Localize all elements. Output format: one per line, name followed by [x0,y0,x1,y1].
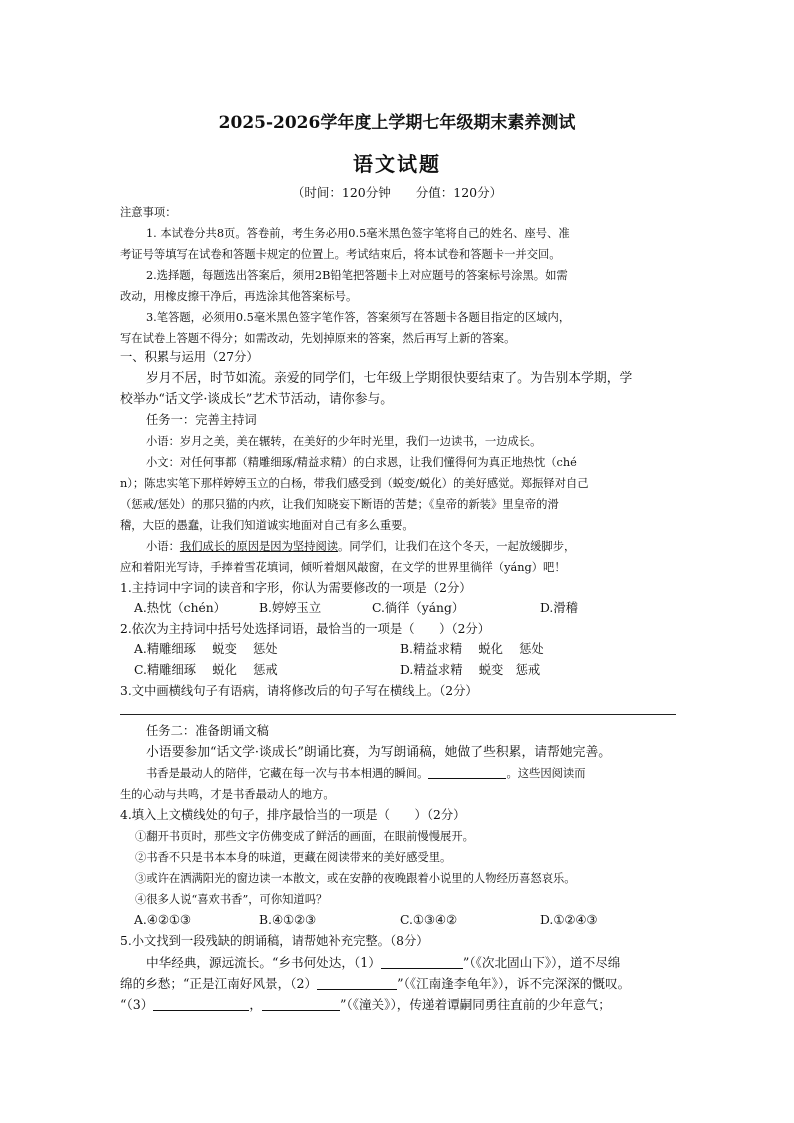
question-2: 2.依次为主持词中括号处选择词语，最恰当的一项是（ ）（2分） [120,622,491,636]
q4-sentence-3: ③或许在洒满阳光的窗边读一本散文，或在安静的夜晚跟着小说里的人物经历喜怒哀乐。 [135,872,576,885]
note-line-1: 1. 本试卷分共8页。答卷前，考生务必用0.5毫米黑色签字笔将自己的姓名、座号、准 [146,227,570,240]
q4-sentence-4: ④很多人说“喜欢书香”，可你知道吗？ [135,893,328,906]
xiaoyu2-prefix: 小语： [146,540,180,553]
q4-sentence-1: ①翻开书页时，那些文字仿佛变成了鲜活的画面，在眼前慢慢展开。 [135,830,474,843]
xiaowen-line-2: n）；陈忠实笔下那样婷婷玉立的白杨，带我们感受到（蜕变/蜕化）的美好感觉。郑振铎对自己 [120,477,589,490]
q5-line-3 [120,994,676,1015]
note-line-4: 改动，用橡皮擦干净后，再选涂其他答案标号。 [120,290,358,303]
xiaowen-line-1: 小文：对任何事都（精雕细琢/精益求精）的白求恩，让我们懂得何为真正地热忱（ché [146,456,577,469]
subject-title: 语文试题 [353,152,441,176]
q5-blank-1[interactable] [381,954,463,969]
task2-heading: 任务二：准备朗诵文稿 [146,724,269,738]
passage-part-a: 书香是最动人的陪伴，它藏在每一次与书本相遇的瞬间。 [146,767,429,780]
q4-option-c: C.①③④② [400,913,457,927]
q5-blank-3b[interactable] [262,996,340,1011]
q5-text-1b: ”（《次北固山下》），道不尽绵 [462,955,621,970]
q5-text-2b: ”（《江南逢李龟年》），诉不完深深的慨叹。 [397,976,631,991]
question-1: 1.主持词中字词的读音和字形，你认为需要修改的一项是（2分） [120,581,472,595]
q4-option-b: B.④①②③ [259,913,317,927]
q5-line-1 [146,952,676,973]
passage-line-1 [146,763,676,784]
xiaoyu-line-3: 应和着阳光写诗，手捧着雪花填词，倾听着烟风敲窗，在文学的世界里徜徉（yáng）吧！ [120,561,566,574]
notes-heading: 注意事项： [120,206,177,219]
q1-option-a: A.热忱（chén） [134,601,226,615]
note-line-2: 考证号等填写在试卷和答题卡规定的位置上。考试结束后，将本试卷和答题卡一并交回。 [120,248,561,261]
q5-text-3b: ， [249,997,262,1012]
xiaowen-line-4: 稽，大臣的愚蠢，让我们知道诚实地面对自己有多么重要。 [120,519,414,532]
q3-answer-line[interactable] [120,714,676,715]
q1-option-b: B.婷婷玉立 [259,601,322,615]
q5-text-1a: 中华经典，源远流长。“乡书何处达，（1） [146,955,381,970]
intro-line-1: 岁月不居，时节如流。亲爱的同学们，七年级上学期很快要结束了。为告别本学期，学 [146,371,633,386]
q5-text-3a: “（3） [120,997,154,1012]
xiaoyu-line-2 [146,536,676,557]
q5-line-2 [120,973,676,994]
q2-option-c: C.精雕细琢 蜕化 惩戒 [134,663,278,677]
q5-blank-2[interactable] [317,975,397,990]
q2-option-b: B.精益求精 蜕化 惩处 [400,642,544,656]
q4-sentence-2: ②书香不只是书本本身的味道，更藏在阅读带来的美好感受里。 [135,851,452,864]
passage-part-b: 。这些因阅读而 [506,767,586,780]
passage-blank[interactable] [428,764,506,779]
q4-option-d: D.①②④③ [540,913,598,927]
q5-text-3c: ”（《潼关》），传递着谭嗣同勇往直前的少年意气； [339,997,611,1012]
q2-option-d: D.精益求精 蜕变 惩戒 [400,663,541,677]
question-3: 3.文中画横线句子有语病，请将修改后的句子写在横线上。（2分） [120,684,478,698]
q1-option-d: D.滑稽 [540,601,578,615]
exam-title: 2025-2026学年度上学期七年级期末素养测试 [218,113,576,133]
note-line-5: 3.笔答题，必须用0.5毫米黑色签字笔作答，答案须写在答题卡各题目指定的区域内， [146,311,571,324]
faulty-sentence: 我们成长的原因是因为坚持阅读 [179,540,339,553]
q1-option-c: C.徜徉（yáng） [372,601,465,615]
intro-line-2: 校举办“话文学·谈成长”艺术节活动，请你参与。 [120,392,394,407]
task2-intro: 小语要参加“话文学·谈成长”朗诵比赛，为写朗诵稿，她做了些积累，请帮她完善。 [146,745,612,760]
q5-blank-3a[interactable] [153,996,249,1011]
xiaoyu-line-1: 小语：岁月之美，美在辗转，在美好的少年时光里，我们一边读书，一边成长。 [146,435,542,448]
q2-option-a: A.精雕细琢 蜕变 惩处 [134,642,278,656]
passage-line-2: 生的心动与共鸣，才是书香最动人的地方。 [120,788,335,801]
xiaoyu2-rest: 。同学们，让我们在这个冬天，一起放缓脚步， [338,540,576,553]
q4-option-a: A.④②①③ [134,913,191,927]
question-4: 4.填入上文横线处的句子，排序最恰当的一项是（ ）（2分） [120,808,466,822]
note-line-6: 写在试卷上答题不得分；如需改动，先划掉原来的答案，然后再写上新的答案。 [120,332,516,345]
task1-heading: 任务一：完善主持词 [146,413,257,427]
section-heading: 一、积累与运用（27分） [120,350,259,364]
note-line-3: 2.选择题，每题选出答案后，须用2B铅笔把答题卡上对应题号的答案标号涂黑。如需 [146,269,568,282]
question-5: 5.小文找到一段残缺的朗诵稿，请帮她补充完整。（8分） [120,934,429,948]
xiaowen-line-3: （惩戒/惩处）的那只猫的内疚，让我们知晓妄下断语的苦楚；《皇帝的新装》里皇帝的滑 [120,498,559,511]
time-score-info: （时间：120分钟 分值：120分） [291,185,503,200]
q5-text-2a: 绵的乡愁；“正是江南好风景，（2） [120,976,318,991]
